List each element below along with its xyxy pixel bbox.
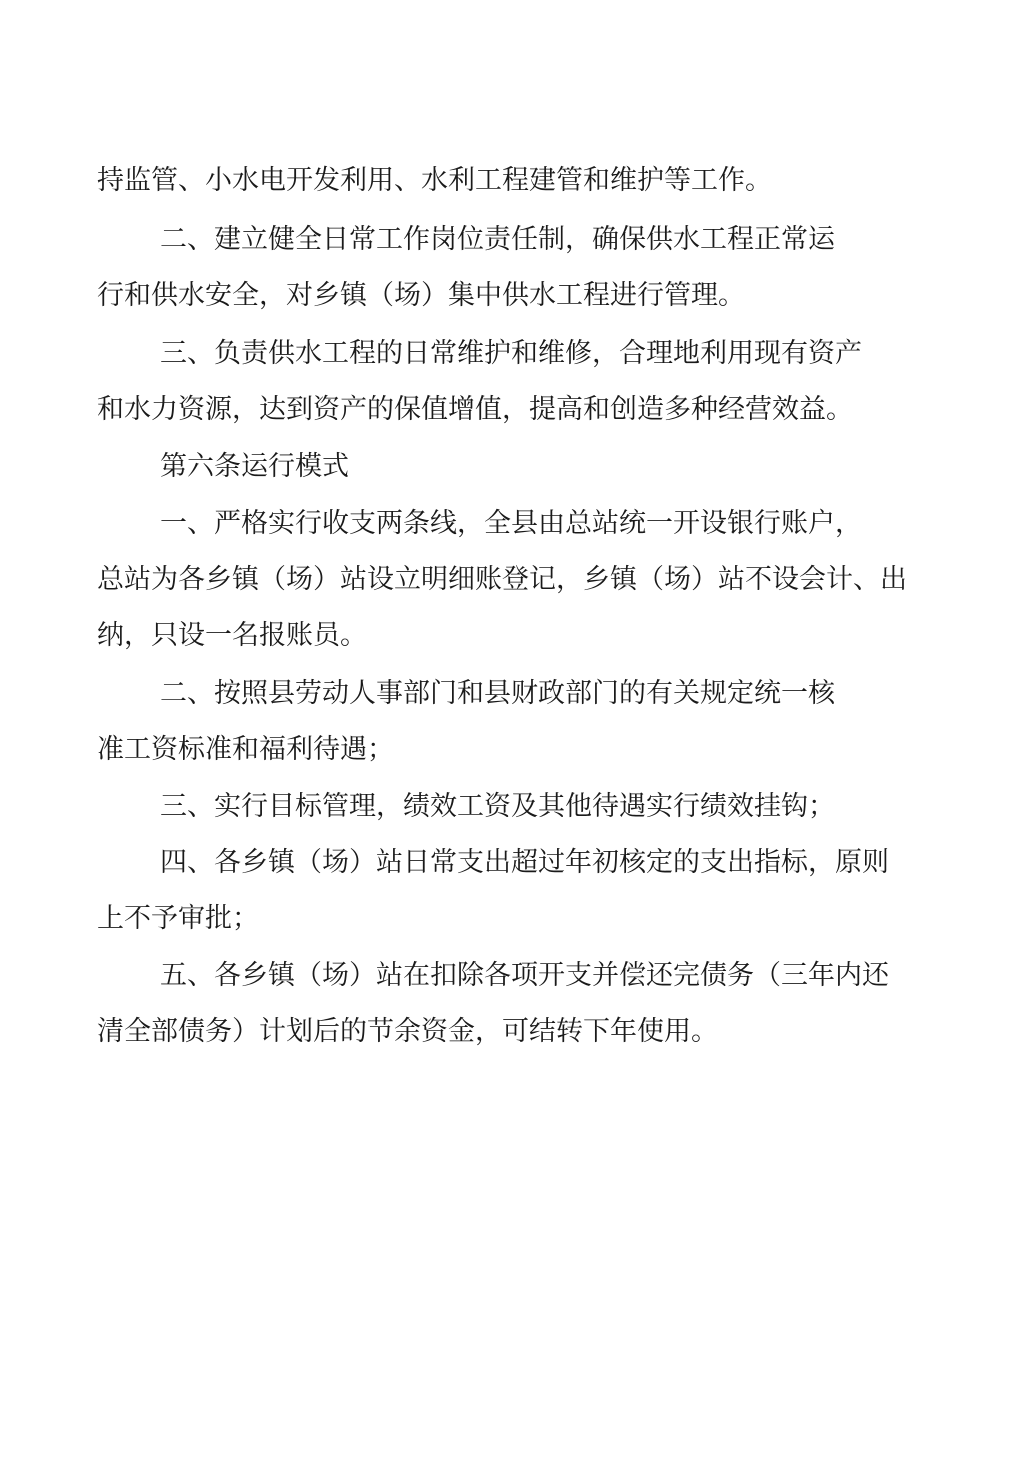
text-line-mode-1: 一、严格实行收支两条线，全县由总站统一开设银行账户，: [160, 508, 862, 539]
text-line-mode-4-cont: 上不予审批；: [97, 903, 259, 934]
text-line-item-3: 三、负责供水工程的日常维护和维修，合理地利用现有资产: [160, 338, 862, 369]
text-line-item-2-cont: 行和供水安全，对乡镇（场）集中供水工程进行管理。: [97, 280, 745, 311]
text-line-mode-4: 四、各乡镇（场）站日常支出超过年初核定的支出指标，原则: [160, 847, 889, 878]
section-heading-article-6: 第六条运行模式: [160, 451, 349, 482]
text-line-mode-5: 五、各乡镇（场）站在扣除各项开支并偿还完债务（三年内还: [160, 960, 889, 991]
text-line-mode-1-cont: 总站为各乡镇（场）站设立明细账登记，乡镇（场）站不设会计、出: [97, 564, 907, 595]
text-line-mode-2: 二、按照县劳动人事部门和县财政部门的有关规定统一核: [160, 678, 835, 709]
text-line-mode-1-cont-2: 纳，只设一名报账员。: [97, 620, 367, 651]
text-line-continuation-duties: 持监管、小水电开发利用、水利工程建管和维护等工作。: [97, 165, 772, 196]
text-line-mode-3: 三、实行目标管理，绩效工资及其他待遇实行绩效挂钩；: [160, 791, 835, 822]
text-line-item-2: 二、建立健全日常工作岗位责任制，确保供水工程正常运: [160, 224, 835, 255]
text-line-mode-2-cont: 准工资标准和福利待遇；: [97, 734, 394, 765]
text-line-item-3-cont: 和水力资源，达到资产的保值增值，提高和创造多种经营效益。: [97, 394, 853, 425]
text-line-mode-5-cont: 清全部债务）计划后的节余资金，可结转下年使用。: [97, 1016, 718, 1047]
